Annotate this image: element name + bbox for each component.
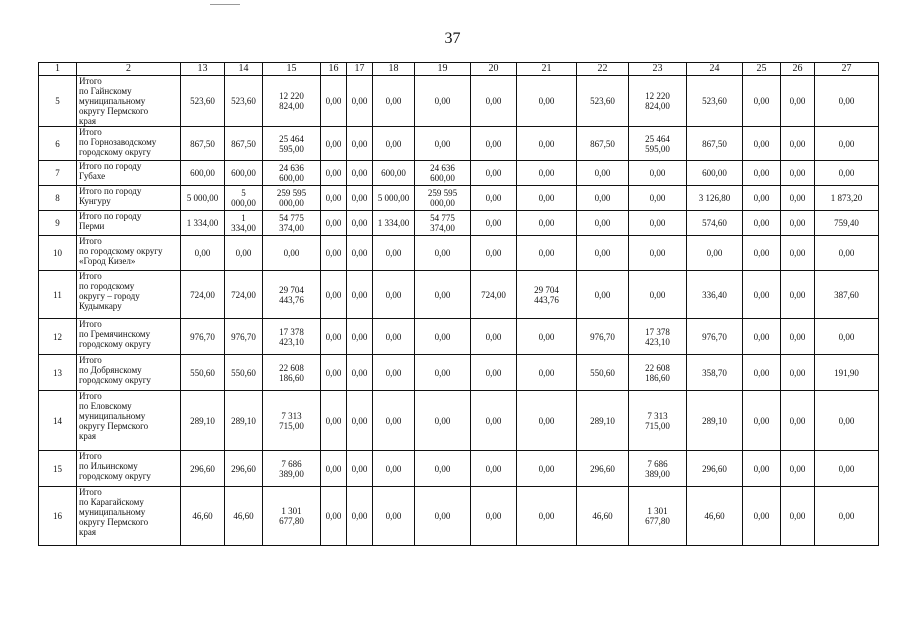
value-cell: 600,00	[225, 161, 263, 186]
row-number-cell: 5	[39, 76, 77, 127]
value-cell: 289,10	[181, 391, 225, 451]
value-cell: 600,00	[687, 161, 743, 186]
value-cell: 0,00	[347, 355, 373, 391]
value-cell: 29 704 443,76	[263, 271, 321, 319]
row-name-cell: Итого по Карагайскому муниципальному округу Пермского края	[77, 487, 181, 546]
table-row	[39, 127, 879, 161]
value-cell: 296,60	[687, 451, 743, 487]
row-number-cell: 13	[39, 355, 77, 391]
page-number: 37	[444, 30, 461, 47]
value-cell: 0,00	[347, 271, 373, 319]
column-header: 15	[263, 63, 321, 76]
value-cell: 1 334,00	[181, 211, 225, 236]
data-table	[38, 62, 879, 546]
value-cell: 0,00	[471, 186, 517, 211]
value-cell: 0,00	[321, 355, 347, 391]
value-cell: 0,00	[815, 161, 879, 186]
column-header: 27	[815, 63, 879, 76]
column-header: 25	[743, 63, 781, 76]
row-name-cell: Итого по Еловскому муниципальному округу Пермского края	[77, 391, 181, 451]
column-header: 13	[181, 63, 225, 76]
column-header: 16	[321, 63, 347, 76]
value-cell: 0,00	[347, 391, 373, 451]
value-cell: 0,00	[815, 487, 879, 546]
value-cell: 0,00	[815, 127, 879, 161]
value-cell: 600,00	[373, 161, 415, 186]
value-cell: 523,60	[181, 76, 225, 127]
value-cell: 0,00	[321, 487, 347, 546]
value-cell: 523,60	[687, 76, 743, 127]
value-cell: 0,00	[347, 76, 373, 127]
value-cell: 12 220 824,00	[263, 76, 321, 127]
table-row	[39, 319, 879, 355]
value-cell: 0,00	[373, 451, 415, 487]
value-cell: 0,00	[415, 76, 471, 127]
value-cell: 0,00	[743, 186, 781, 211]
value-cell: 0,00	[347, 451, 373, 487]
value-cell: 523,60	[225, 76, 263, 127]
value-cell: 3 126,80	[687, 186, 743, 211]
table-row	[39, 487, 879, 546]
value-cell: 0,00	[347, 211, 373, 236]
value-cell: 0,00	[415, 319, 471, 355]
value-cell: 0,00	[321, 271, 347, 319]
value-cell: 0,00	[415, 127, 471, 161]
value-cell: 1 301 677,80	[263, 487, 321, 546]
value-cell: 0,00	[373, 271, 415, 319]
value-cell: 0,00	[517, 211, 577, 236]
value-cell: 24 636 600,00	[415, 161, 471, 186]
value-cell: 0,00	[577, 211, 629, 236]
value-cell: 0,00	[415, 451, 471, 487]
value-cell: 46,60	[181, 487, 225, 546]
column-header: 21	[517, 63, 577, 76]
value-cell: 289,10	[577, 391, 629, 451]
value-cell: 0,00	[743, 236, 781, 271]
value-cell: 0,00	[471, 355, 517, 391]
row-number-cell: 8	[39, 186, 77, 211]
value-cell: 289,10	[225, 391, 263, 451]
value-cell: 0,00	[373, 391, 415, 451]
value-cell: 0,00	[347, 487, 373, 546]
value-cell: 17 378 423,10	[263, 319, 321, 355]
header-row	[39, 63, 879, 76]
value-cell: 0,00	[743, 211, 781, 236]
row-number-cell: 9	[39, 211, 77, 236]
table-body	[39, 76, 879, 546]
table-row	[39, 186, 879, 211]
value-cell: 0,00	[471, 319, 517, 355]
value-cell: 0,00	[781, 236, 815, 271]
value-cell: 0,00	[781, 319, 815, 355]
value-cell: 0,00	[471, 161, 517, 186]
value-cell: 0,00	[373, 236, 415, 271]
table-row	[39, 161, 879, 186]
value-cell: 724,00	[181, 271, 225, 319]
value-cell: 0,00	[471, 127, 517, 161]
value-cell: 0,00	[263, 236, 321, 271]
value-cell: 0,00	[781, 76, 815, 127]
row-name-cell: Итого по городу Губахе	[77, 161, 181, 186]
value-cell: 0,00	[687, 236, 743, 271]
column-header: 17	[347, 63, 373, 76]
value-cell: 7 686 389,00	[263, 451, 321, 487]
table-row	[39, 391, 879, 451]
value-cell: 387,60	[815, 271, 879, 319]
value-cell: 0,00	[781, 355, 815, 391]
value-cell: 7 313 715,00	[629, 391, 687, 451]
value-cell: 0,00	[517, 127, 577, 161]
value-cell: 0,00	[471, 391, 517, 451]
value-cell: 0,00	[517, 451, 577, 487]
value-cell: 0,00	[415, 355, 471, 391]
value-cell: 0,00	[781, 161, 815, 186]
value-cell: 0,00	[743, 127, 781, 161]
value-cell: 0,00	[517, 391, 577, 451]
value-cell: 46,60	[225, 487, 263, 546]
value-cell: 0,00	[321, 236, 347, 271]
value-cell: 25 464 595,00	[629, 127, 687, 161]
value-cell: 54 775 374,00	[415, 211, 471, 236]
value-cell: 0,00	[373, 487, 415, 546]
value-cell: 0,00	[743, 161, 781, 186]
value-cell: 867,50	[687, 127, 743, 161]
value-cell: 0,00	[815, 236, 879, 271]
value-cell: 12 220 824,00	[629, 76, 687, 127]
value-cell: 5 000,00	[181, 186, 225, 211]
value-cell: 0,00	[629, 236, 687, 271]
scan-artifact	[210, 4, 240, 5]
value-cell: 25 464 595,00	[263, 127, 321, 161]
value-cell: 0,00	[321, 451, 347, 487]
value-cell: 0,00	[471, 236, 517, 271]
value-cell: 0,00	[471, 487, 517, 546]
row-number-cell: 7	[39, 161, 77, 186]
value-cell: 0,00	[347, 186, 373, 211]
value-cell: 0,00	[517, 186, 577, 211]
value-cell: 0,00	[815, 451, 879, 487]
value-cell: 0,00	[471, 211, 517, 236]
value-cell: 0,00	[471, 76, 517, 127]
value-cell: 1 301 677,80	[629, 487, 687, 546]
value-cell: 0,00	[629, 161, 687, 186]
value-cell: 0,00	[321, 127, 347, 161]
value-cell: 0,00	[347, 161, 373, 186]
value-cell: 0,00	[347, 127, 373, 161]
value-cell: 550,60	[181, 355, 225, 391]
row-name-cell: Итого по Горнозаводскому городскому округу	[77, 127, 181, 161]
row-name-cell: Итого по Добрянскому городскому округу	[77, 355, 181, 391]
row-number-cell: 12	[39, 319, 77, 355]
value-cell: 0,00	[321, 211, 347, 236]
value-cell: 0,00	[781, 391, 815, 451]
value-cell: 0,00	[471, 451, 517, 487]
row-name-cell: Итого по Ильинскому городскому округу	[77, 451, 181, 487]
table-row	[39, 76, 879, 127]
data-table-container	[38, 62, 878, 546]
value-cell: 259 595 000,00	[263, 186, 321, 211]
value-cell: 191,90	[815, 355, 879, 391]
row-number-cell: 16	[39, 487, 77, 546]
table-row	[39, 236, 879, 271]
row-name-cell: Итого по городскому округу «Город Кизел»	[77, 236, 181, 271]
value-cell: 759,40	[815, 211, 879, 236]
value-cell: 0,00	[629, 211, 687, 236]
value-cell: 0,00	[815, 76, 879, 127]
value-cell: 5 000,00	[373, 186, 415, 211]
value-cell: 0,00	[781, 487, 815, 546]
row-number-cell: 6	[39, 127, 77, 161]
value-cell: 574,60	[687, 211, 743, 236]
value-cell: 0,00	[517, 355, 577, 391]
value-cell: 550,60	[577, 355, 629, 391]
value-cell: 289,10	[687, 391, 743, 451]
value-cell: 0,00	[743, 391, 781, 451]
value-cell: 0,00	[743, 451, 781, 487]
value-cell: 0,00	[577, 236, 629, 271]
value-cell: 0,00	[321, 186, 347, 211]
value-cell: 0,00	[347, 236, 373, 271]
value-cell: 0,00	[517, 319, 577, 355]
value-cell: 24 636 600,00	[263, 161, 321, 186]
row-number-cell: 11	[39, 271, 77, 319]
value-cell: 0,00	[629, 186, 687, 211]
value-cell: 0,00	[415, 271, 471, 319]
value-cell: 0,00	[577, 161, 629, 186]
value-cell: 0,00	[781, 271, 815, 319]
column-header: 24	[687, 63, 743, 76]
value-cell: 296,60	[577, 451, 629, 487]
row-name-cell: Итого по городу Перми	[77, 211, 181, 236]
table-row	[39, 451, 879, 487]
value-cell: 7 686 389,00	[629, 451, 687, 487]
table-row	[39, 355, 879, 391]
table-row	[39, 211, 879, 236]
value-cell: 976,70	[181, 319, 225, 355]
value-cell: 0,00	[517, 487, 577, 546]
value-cell: 0,00	[321, 76, 347, 127]
value-cell: 0,00	[181, 236, 225, 271]
column-header: 14	[225, 63, 263, 76]
column-header: 20	[471, 63, 517, 76]
value-cell: 550,60	[225, 355, 263, 391]
column-header: 23	[629, 63, 687, 76]
value-cell: 976,70	[687, 319, 743, 355]
value-cell: 523,60	[577, 76, 629, 127]
value-cell: 0,00	[517, 236, 577, 271]
value-cell: 0,00	[577, 186, 629, 211]
value-cell: 0,00	[781, 127, 815, 161]
value-cell: 0,00	[517, 161, 577, 186]
value-cell: 0,00	[743, 355, 781, 391]
value-cell: 724,00	[471, 271, 517, 319]
value-cell: 22 608 186,60	[629, 355, 687, 391]
value-cell: 1 873,20	[815, 186, 879, 211]
column-header: 19	[415, 63, 471, 76]
value-cell: 976,70	[577, 319, 629, 355]
value-cell: 976,70	[225, 319, 263, 355]
value-cell: 0,00	[347, 319, 373, 355]
value-cell: 0,00	[743, 76, 781, 127]
value-cell: 259 595 000,00	[415, 186, 471, 211]
value-cell: 0,00	[781, 451, 815, 487]
column-header: 26	[781, 63, 815, 76]
value-cell: 0,00	[321, 319, 347, 355]
value-cell: 0,00	[743, 319, 781, 355]
value-cell: 0,00	[781, 211, 815, 236]
column-header: 1	[39, 63, 77, 76]
value-cell: 867,50	[577, 127, 629, 161]
value-cell: 0,00	[815, 319, 879, 355]
value-cell: 0,00	[321, 391, 347, 451]
value-cell: 0,00	[629, 271, 687, 319]
value-cell: 54 775 374,00	[263, 211, 321, 236]
value-cell: 867,50	[181, 127, 225, 161]
row-name-cell: Итого по городскому округу – городу Кудымкару	[77, 271, 181, 319]
value-cell: 867,50	[225, 127, 263, 161]
column-header: 18	[373, 63, 415, 76]
value-cell: 0,00	[321, 161, 347, 186]
value-cell: 46,60	[577, 487, 629, 546]
value-cell: 0,00	[373, 355, 415, 391]
value-cell: 600,00	[181, 161, 225, 186]
value-cell: 0,00	[415, 391, 471, 451]
value-cell: 0,00	[743, 487, 781, 546]
row-name-cell: Итого по Гремячинскому городскому округу	[77, 319, 181, 355]
value-cell: 296,60	[225, 451, 263, 487]
value-cell: 0,00	[743, 271, 781, 319]
table-row	[39, 271, 879, 319]
value-cell: 17 378 423,10	[629, 319, 687, 355]
row-number-cell: 10	[39, 236, 77, 271]
value-cell: 46,60	[687, 487, 743, 546]
value-cell: 0,00	[415, 487, 471, 546]
value-cell: 0,00	[373, 319, 415, 355]
row-number-cell: 15	[39, 451, 77, 487]
value-cell: 1 334,00	[225, 211, 263, 236]
value-cell: 0,00	[415, 236, 471, 271]
row-number-cell: 14	[39, 391, 77, 451]
value-cell: 358,70	[687, 355, 743, 391]
row-name-cell: Итого по городу Кунгуру	[77, 186, 181, 211]
row-name-cell: Итого по Гайнскому муниципальному округу Пермского края	[77, 76, 181, 127]
value-cell: 0,00	[225, 236, 263, 271]
value-cell: 724,00	[225, 271, 263, 319]
value-cell: 29 704 443,76	[517, 271, 577, 319]
value-cell: 0,00	[517, 76, 577, 127]
value-cell: 7 313 715,00	[263, 391, 321, 451]
value-cell: 5 000,00	[225, 186, 263, 211]
value-cell: 0,00	[781, 186, 815, 211]
value-cell: 0,00	[373, 76, 415, 127]
value-cell: 0,00	[373, 127, 415, 161]
value-cell: 1 334,00	[373, 211, 415, 236]
value-cell: 0,00	[577, 271, 629, 319]
value-cell: 0,00	[815, 391, 879, 451]
value-cell: 22 608 186,60	[263, 355, 321, 391]
column-header: 2	[77, 63, 181, 76]
column-header: 22	[577, 63, 629, 76]
value-cell: 296,60	[181, 451, 225, 487]
value-cell: 336,40	[687, 271, 743, 319]
